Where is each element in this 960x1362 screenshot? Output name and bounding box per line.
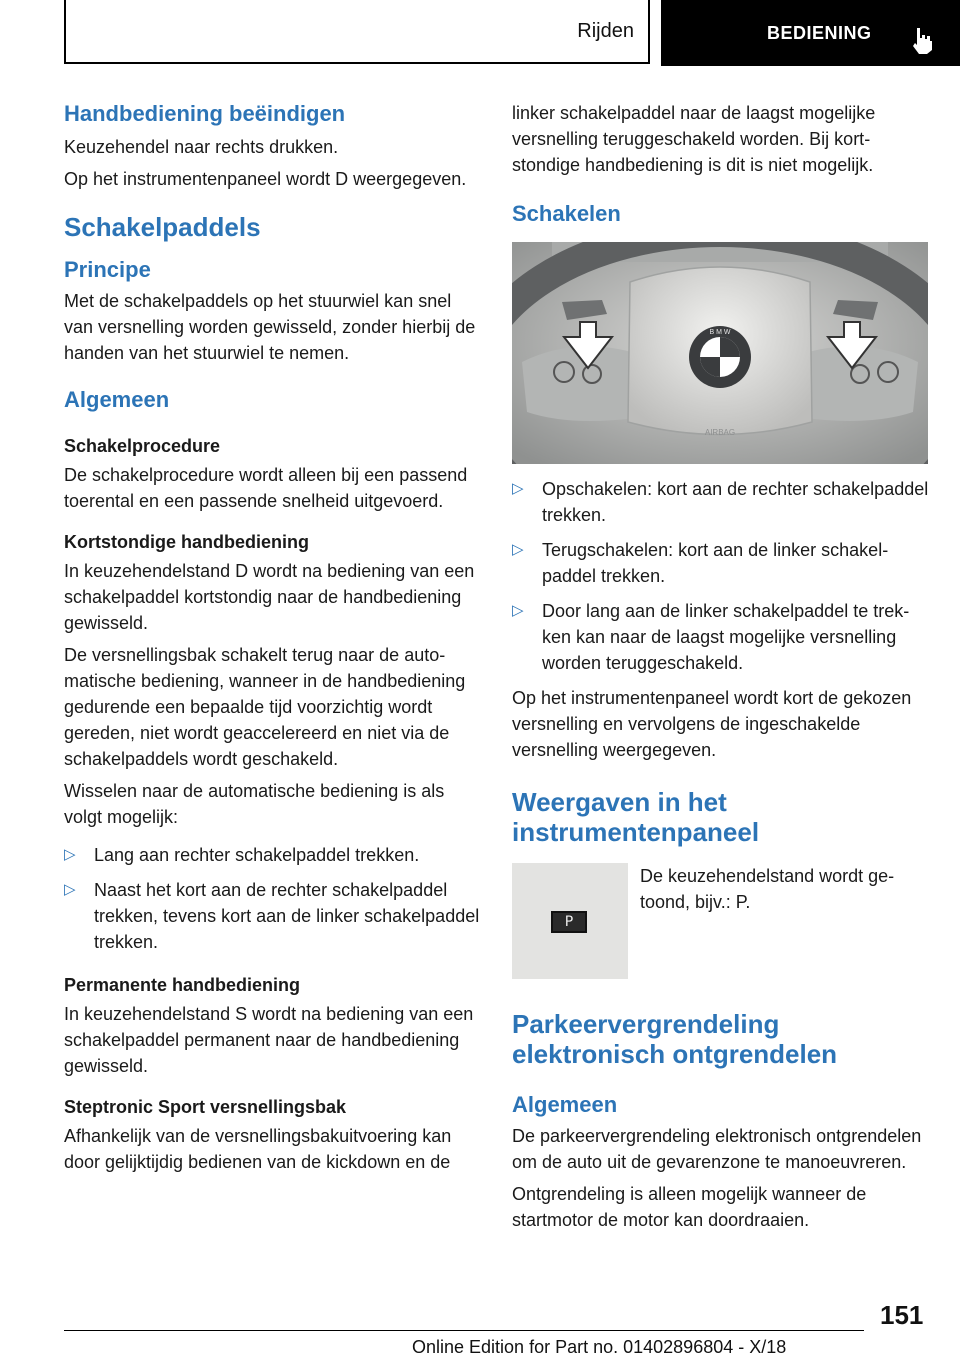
heading-kortstondige: Kortstondige handbediening bbox=[64, 532, 309, 552]
paragraph-permanente: In keuzehendelstand S wordt na bediening van een schakelpaddel permanent naar de handbediening gewisseld. bbox=[64, 1004, 474, 1076]
steering-wheel-image bbox=[512, 242, 928, 464]
heading-parkeervergrendeling: Parkeervergrendeling elektronisch ontgrendelen bbox=[512, 1009, 838, 1069]
section-tab-label: Rijden bbox=[577, 19, 634, 42]
hand-pointer-icon bbox=[909, 26, 935, 54]
triangle-bullet-icon: ▷ bbox=[512, 541, 524, 558]
paragraph-keuzehendel: Keuzehendel naar rechts drukken. bbox=[64, 137, 339, 157]
right-column bbox=[512, 100, 932, 1239]
triangle-bullet-icon: ▷ bbox=[512, 480, 524, 497]
heading-schakelpaddels: Schakelpaddels bbox=[64, 212, 261, 242]
paragraph-kortstondige-1: In keuzehendelstand D wordt na bediening van een schakelpaddel kortstondig naar de handbediening gewisseld. bbox=[64, 561, 475, 633]
page-number: 151 bbox=[880, 1300, 924, 1330]
paragraph-steptronic: Afhankelijk van de versnellingsbakuitvoering kan door gelijktijdig bedienen van de kickdown en de bbox=[64, 1126, 452, 1172]
bullet-list-schakelen bbox=[512, 476, 932, 676]
paragraph-wisselen: Wisselen naar de automatische bediening is als volgt mogelijk: bbox=[64, 781, 445, 827]
heading-algemeen: Algemeen bbox=[64, 387, 170, 412]
paragraph-parkeer-2: Ontgrendeling is alleen mogelijk wanneer de startmotor de motor kan doordraaien. bbox=[512, 1184, 867, 1230]
list-item: ▷ Terugschakelen: kort aan de linker schakelpaddel trekken. bbox=[512, 537, 932, 589]
triangle-bullet-icon: ▷ bbox=[64, 846, 76, 863]
heading-weergaven: Weergaven in het instrumentenpaneel bbox=[512, 787, 760, 847]
steering-wheel-illustration bbox=[512, 242, 928, 464]
paragraph-schakelprocedure: De schakelprocedure wordt alleen bij een passend toerental en een passende snelheid uitgevoerd. bbox=[64, 465, 468, 511]
heading-schakelprocedure: Schakelprocedure bbox=[64, 436, 221, 456]
instrument-panel-thumbnail bbox=[512, 863, 628, 979]
list-item: ▷ Naast het kort aan de rechter schakelpaddel trekken, tevens kort aan de linker schakelpaddel trekken. bbox=[64, 877, 480, 955]
svg-text:B M W: B M W bbox=[709, 329, 731, 336]
paragraph-kortstondige-2: De versnellingsbak schakelt terug naar de automatische bediening, wanneer in de handbediening gedurende een bepaalde tijd voorzichtig wordt gereden, niet wordt geaccelereerd en niet via de schakelpaddels wordt geschakeld. bbox=[64, 645, 466, 769]
triangle-bullet-icon: ▷ bbox=[64, 881, 76, 898]
footer-edition: Online Edition for Part no. 01402896804 - X/18 bbox=[412, 1337, 787, 1357]
paragraph-geko: Op het instrumentenpaneel wordt kort de gekozen versnelling en vervolgens de ingeschakelde versnelling weergegeven. bbox=[512, 688, 912, 760]
section-tab bbox=[64, 0, 650, 64]
paragraph-instrumentenpaneel-d: Op het instrumentenpaneel wordt D weergegeven. bbox=[64, 169, 467, 189]
list-item: ▷ Door lang aan de linker schakelpaddel te trekken kan naar de laagst mogelijke versnelling worden teruggeschakeld. bbox=[512, 598, 932, 676]
left-column bbox=[64, 100, 480, 1181]
airbag-label: AIRBAG bbox=[704, 428, 736, 437]
paragraph-parkeer-1: De parkeervergrendeling elektronisch ontgrendelen om de auto uit de gevarenzone te manoeuvreren. bbox=[512, 1126, 922, 1172]
heading-algemeen-2: Algemeen bbox=[512, 1092, 618, 1117]
paragraph-continuation: linker schakelpaddel naar de laagst mogelijke versnelling teruggeschakeld worden. Bij kortstondige handbediening is dit is niet mogelijk. bbox=[512, 103, 876, 175]
heading-principe: Principe bbox=[64, 257, 151, 282]
paragraph-weergaven: De keuzehendelstand wordt getoond, bijv.: P. bbox=[640, 866, 895, 912]
heading-permanente: Permanente handbediening bbox=[64, 975, 301, 995]
paragraph-principe: Met de schakelpaddels op het stuurwiel kan snel van versnelling worden gewisseld, zonder hierbij de handen van het stuurwiel te nemen. bbox=[64, 291, 476, 363]
chapter-tab-label: BEDIENING bbox=[767, 22, 872, 43]
heading-steptronic: Steptronic Sport versnellingsbak bbox=[64, 1097, 347, 1117]
heading-handbediening-beeindigen: Handbediening beëindigen bbox=[64, 101, 346, 126]
gear-indicator: P bbox=[551, 911, 587, 933]
triangle-bullet-icon: ▷ bbox=[512, 602, 524, 619]
heading-schakelen: Schakelen bbox=[512, 201, 621, 226]
gear-display-row bbox=[512, 863, 932, 979]
bullet-list-wisselen bbox=[64, 842, 480, 955]
list-item: ▷ Opschakelen: kort aan de rechter schakelpaddel trekken. bbox=[512, 476, 932, 528]
footer-divider bbox=[64, 1330, 864, 1331]
chapter-tab bbox=[661, 0, 960, 66]
list-item: ▷ Lang aan rechter schakelpaddel trekken. bbox=[64, 842, 480, 868]
